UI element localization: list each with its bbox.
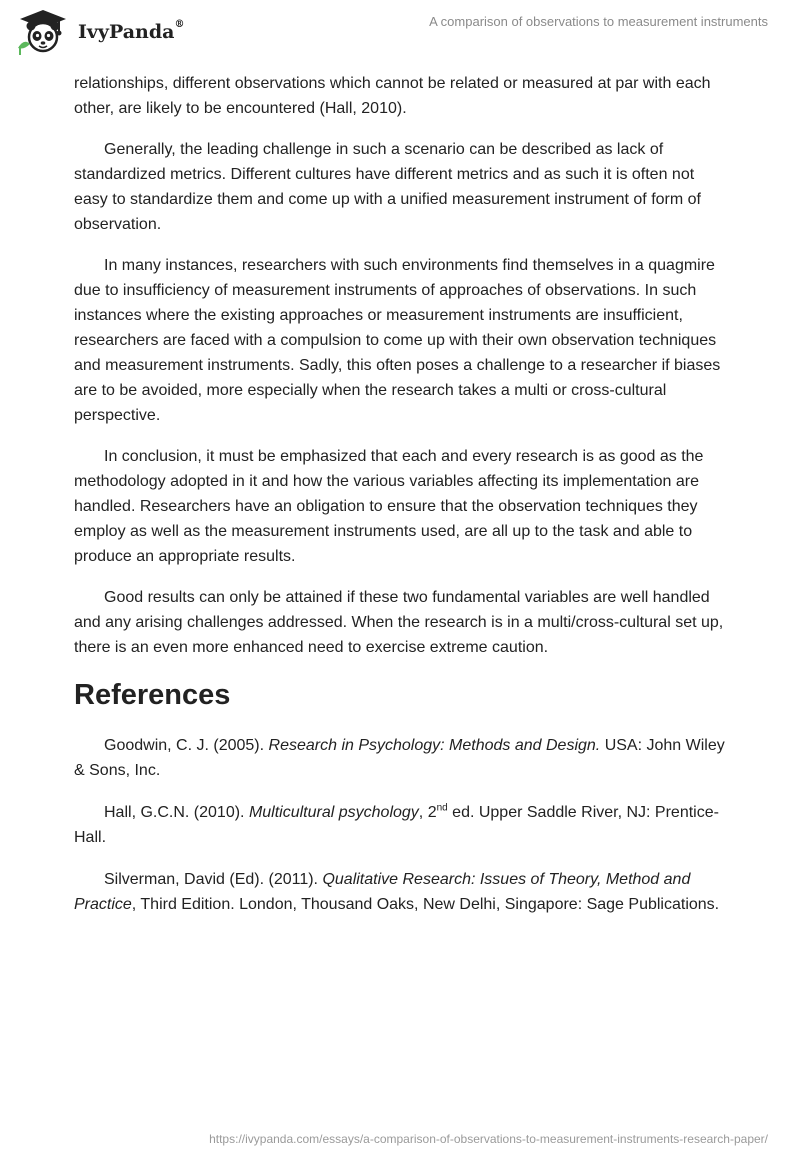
brand-name: IvyPanda®	[78, 19, 185, 43]
reference-title: Qualitative Research: Issues of Theory, Method and Practice	[74, 871, 691, 913]
paragraph: In conclusion, it must be emphasized that each and every research is as good as the methodology adopted in it and how the various variables affecting its implementation are handled. Researchers have an obligation to ensure that the observation techniques they employ as well as the measurement instruments used, are all up to the task and able to produce an appropriate results.	[74, 448, 704, 565]
reference-entry: Hall, G.C.N. (2010). Multicultural psychology, 2nd ed. Upper Saddle River, NJ: Prentice-Hall.	[74, 802, 719, 846]
paragraph: Good results can only be attained if these two fundamental variables are well handled and any arising challenges addressed. When the research is in a multi/cross-cultural set up, there is an even more enhanced need to exercise extreme caution.	[74, 589, 724, 656]
reference-title: Multicultural psychology	[248, 804, 419, 821]
running-title: A comparison of observations to measurement instruments	[429, 14, 768, 29]
registered-mark: ®	[174, 19, 185, 30]
ivypanda-logo[interactable]	[14, 8, 184, 56]
reference-entry: Silverman, David (Ed). (2011). Qualitative Research: Issues of Theory, Method and Practice, Third Edition. London, Thousand Oaks, New Delhi, Singapore: Sage Publications.	[74, 871, 720, 913]
document-body	[74, 71, 730, 934]
references-heading: References	[74, 679, 231, 711]
paragraph: Generally, the leading challenge in such a scenario can be described as lack of standardized metrics. Different cultures have different metrics and as such it is often not easy to standardize them and come up with a unified measurement instrument of form of observation.	[74, 141, 701, 233]
paragraph: relationships, different observations which cannot be related or measured at par with each other, are likely to be encountered (Hall, 2010).	[74, 75, 711, 117]
reference-entry: Goodwin, C. J. (2005). Research in Psychology: Methods and Design. USA: John Wiley & Sons, Inc.	[74, 737, 725, 779]
reference-title: Research in Psychology: Methods and Design.	[268, 737, 601, 754]
page-header	[0, 0, 800, 66]
panda-graduate-icon	[14, 8, 72, 56]
paragraph: In many instances, researchers with such environments find themselves in a quagmire due to insufficiency of measurement instruments of approaches of observations. In such instances where the existing approaches or measurement instruments are insufficient, researchers are faced with a compulsion to come up with their own observation techniques and measurement instruments. Sadly, this often poses a challenge to a researcher if biases are to be avoided, more especially when the research takes a multi or cross-cultural perspective.	[74, 257, 721, 424]
source-url[interactable]: https://ivypanda.com/essays/a-comparison-of-observations-to-measurement-instruments-research-paper/	[209, 1132, 768, 1146]
